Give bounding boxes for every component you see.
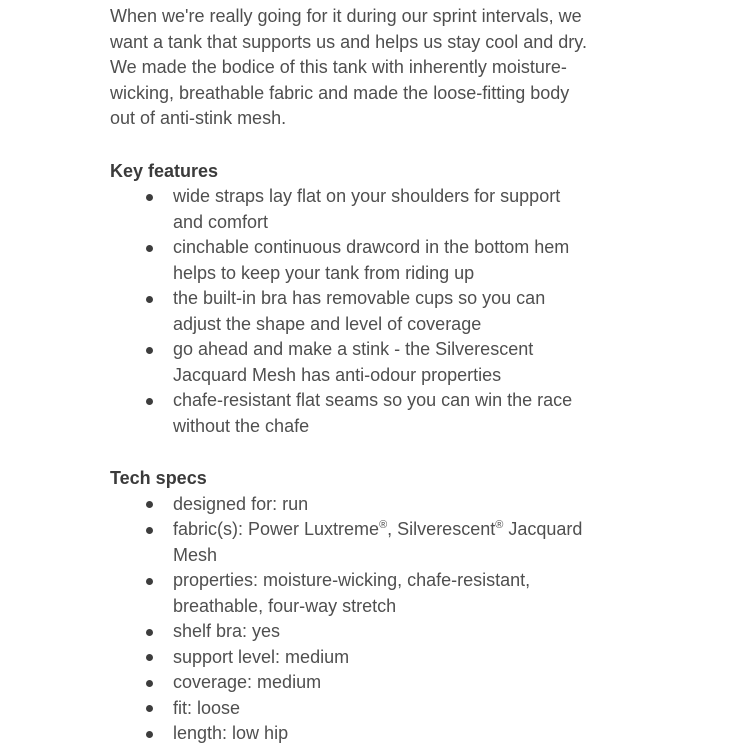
spec-item: shelf bra: yes: [110, 619, 592, 645]
spec-item-text: , Silverescent: [387, 519, 496, 539]
tech-specs-list: [110, 492, 592, 747]
spec-item: fit: loose: [110, 696, 592, 722]
feature-item: cinchable continuous drawcord in the bottom hem helps to keep your tank from riding up: [110, 235, 592, 286]
spec-item: length: low hip: [110, 721, 592, 747]
product-details-page: [110, 0, 592, 747]
spec-item: designed for: run: [110, 492, 592, 518]
tech-specs-heading: Tech specs: [110, 468, 207, 488]
spec-item: coverage: medium: [110, 670, 592, 696]
spec-item: properties: moisture-wicking, chafe-resistant, breathable, four-way stretch: [110, 568, 592, 619]
spec-item: [110, 517, 592, 568]
registered-trademark-symbol: ®: [495, 519, 504, 531]
feature-item: go ahead and make a stink - the Silverescent Jacquard Mesh has anti-odour properties: [110, 337, 592, 388]
key-features-list: [110, 184, 592, 439]
feature-item: the built-in bra has removable cups so you can adjust the shape and level of coverage: [110, 286, 592, 337]
spec-item: support level: medium: [110, 645, 592, 671]
intro-paragraph: When we're really going for it during our sprint intervals, we want a tank that supports us and helps us stay cool and dry. We made the bodice of this tank with inherently moisture-wicking, breathable fabric and made the loose-fitting body out of anti-stink mesh.: [110, 6, 587, 128]
key-features-heading: Key features: [110, 160, 219, 181]
feature-item: chafe-resistant flat seams so you can win the race without the chafe: [110, 388, 592, 439]
spec-item-text: Jacquard Mesh: [173, 519, 583, 565]
feature-item: wide straps lay flat on your shoulders for support and comfort: [110, 184, 592, 235]
spec-item-text: fabric(s): Power Luxtreme: [173, 519, 380, 539]
registered-trademark-symbol: ®: [379, 519, 388, 531]
